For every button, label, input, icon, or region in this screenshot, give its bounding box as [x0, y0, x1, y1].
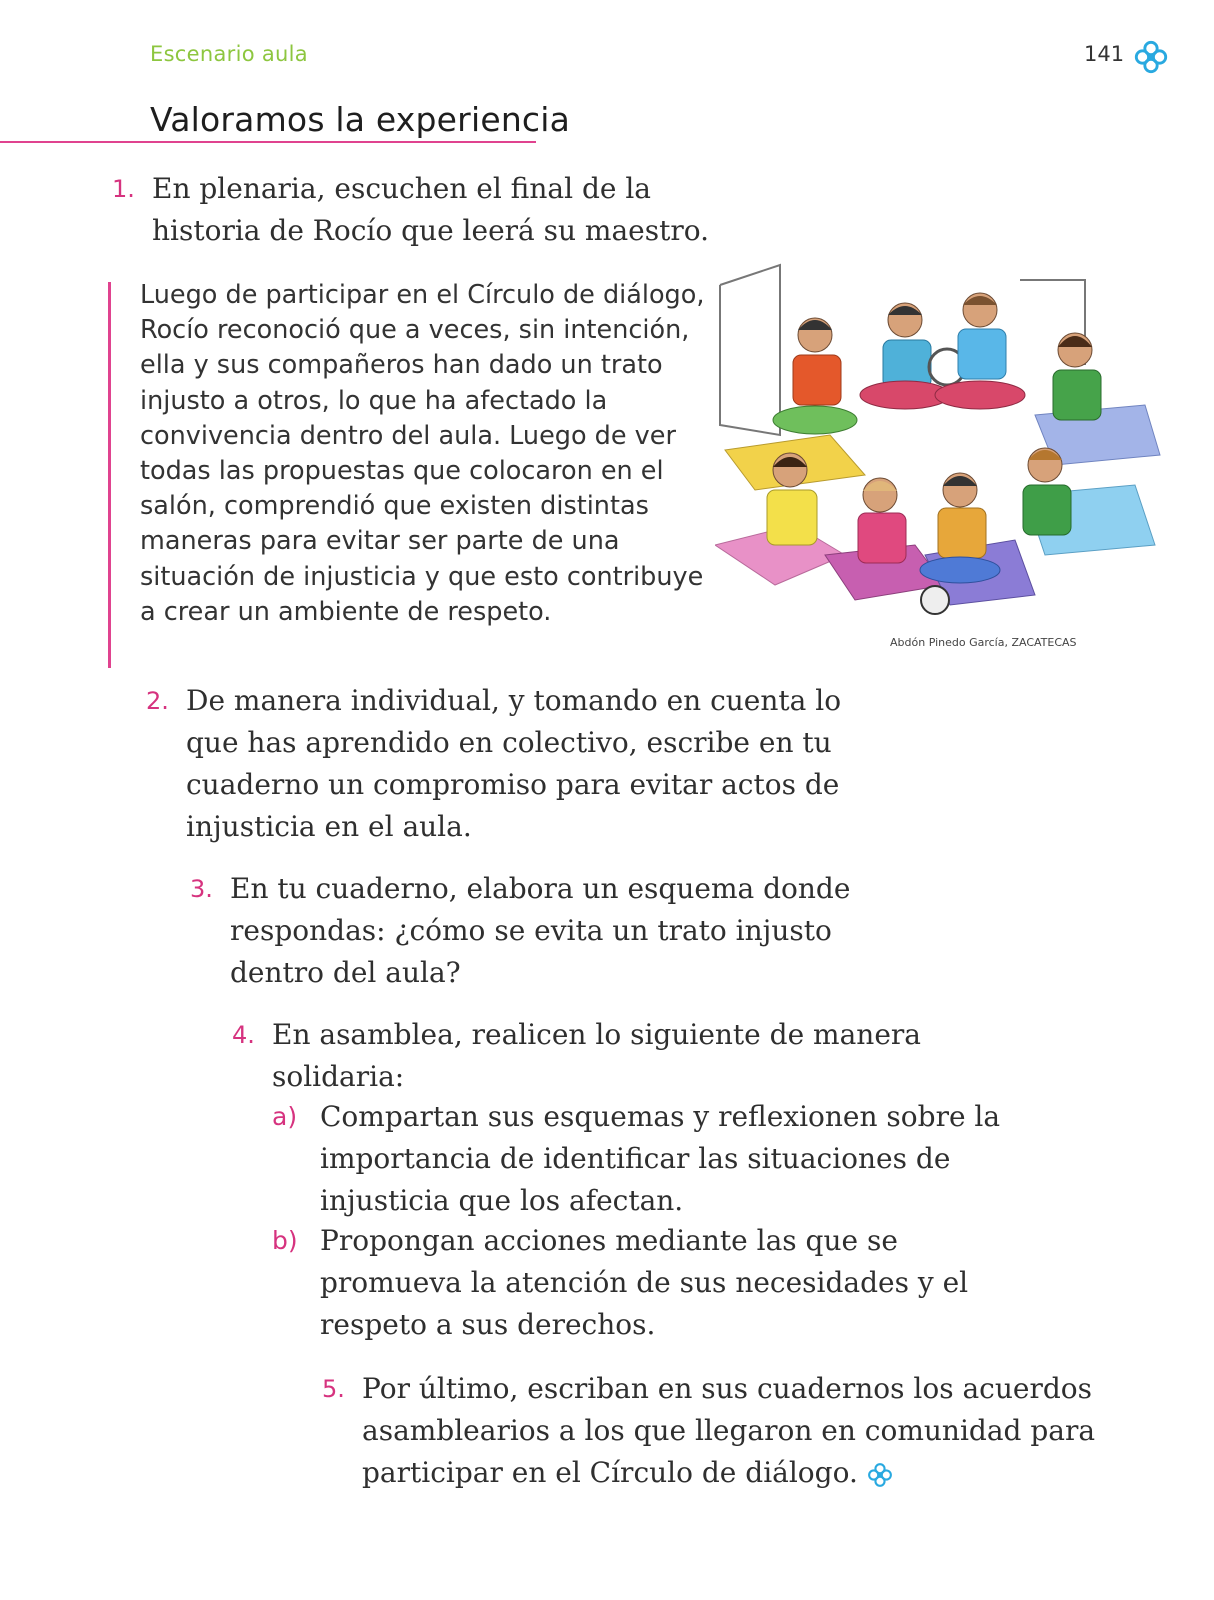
- illustration-caption: Abdón Pinedo García, ZACATECAS: [890, 636, 1077, 649]
- sub-item-letter: a): [272, 1102, 298, 1131]
- item-number: 5.: [322, 1375, 345, 1403]
- list-item: [232, 1014, 952, 1098]
- story-text: Luego de participar en el Círculo de diálogo, Rocío reconoció que a veces, sin intención, ella y sus compañeros han dado un trato injusto a otros, lo que ha afectado la convivencia dentro del aula. Luego de ver todas las propuestas que colocaron en el salón, comprendió que existen distintas maneras para evitar ser parte de una situación de injusticia y que esto contribuye a crear un ambiente de respeto.: [140, 280, 705, 627]
- item-text: De manera individual, y tomando en cuenta lo que has aprendido en colectivo, escribe en tu cuaderno un compromiso para evitar actos de injusticia en el aula.: [186, 684, 842, 843]
- page-title: Valoramos la experiencia: [150, 100, 571, 139]
- item-text: En plenaria, escuchen el final de la historia de Rocío que leerá su maestro.: [152, 172, 710, 247]
- sub-list-item: [272, 1096, 1032, 1222]
- classroom-illustration: [715, 255, 1175, 630]
- sub-item-letter: b): [272, 1226, 298, 1255]
- flower-icon: [1132, 38, 1170, 76]
- sub-item-text: Propongan acciones mediante las que se promueva la atención de sus necesidades y el respeto a sus derechos.: [320, 1224, 969, 1341]
- item-text-content: Por último, escriban en sus cuadernos los acuerdos asamblearios a los que llegaron en comunidad para participar en el Círculo de diálogo.: [362, 1372, 1096, 1489]
- item-number: 3.: [190, 875, 213, 903]
- story-rule: [108, 282, 111, 668]
- page-number: 141: [1084, 42, 1125, 66]
- list-item: [112, 168, 732, 252]
- item-number: 1.: [112, 175, 135, 203]
- title-underline: [0, 141, 536, 143]
- sub-list-item: [272, 1220, 1032, 1346]
- item-text: En asamblea, realicen lo siguiente de manera solidaria:: [272, 1018, 921, 1093]
- list-item: [146, 680, 846, 848]
- flower-icon: [866, 1461, 894, 1489]
- item-text: En tu cuaderno, elabora un esquema donde respondas: ¿cómo se evita un trato injusto dentro del aula?: [230, 872, 851, 989]
- item-text: [322, 1368, 1132, 1494]
- sub-item-text: Compartan sus esquemas y reflexionen sobre la importancia de identificar las situaciones de injusticia que los afectan.: [320, 1100, 1001, 1217]
- item-number: 4.: [232, 1021, 255, 1049]
- section-label: Escenario aula: [150, 42, 308, 66]
- item-number: 2.: [146, 687, 169, 715]
- list-item: [190, 868, 855, 994]
- list-item: [322, 1368, 1132, 1494]
